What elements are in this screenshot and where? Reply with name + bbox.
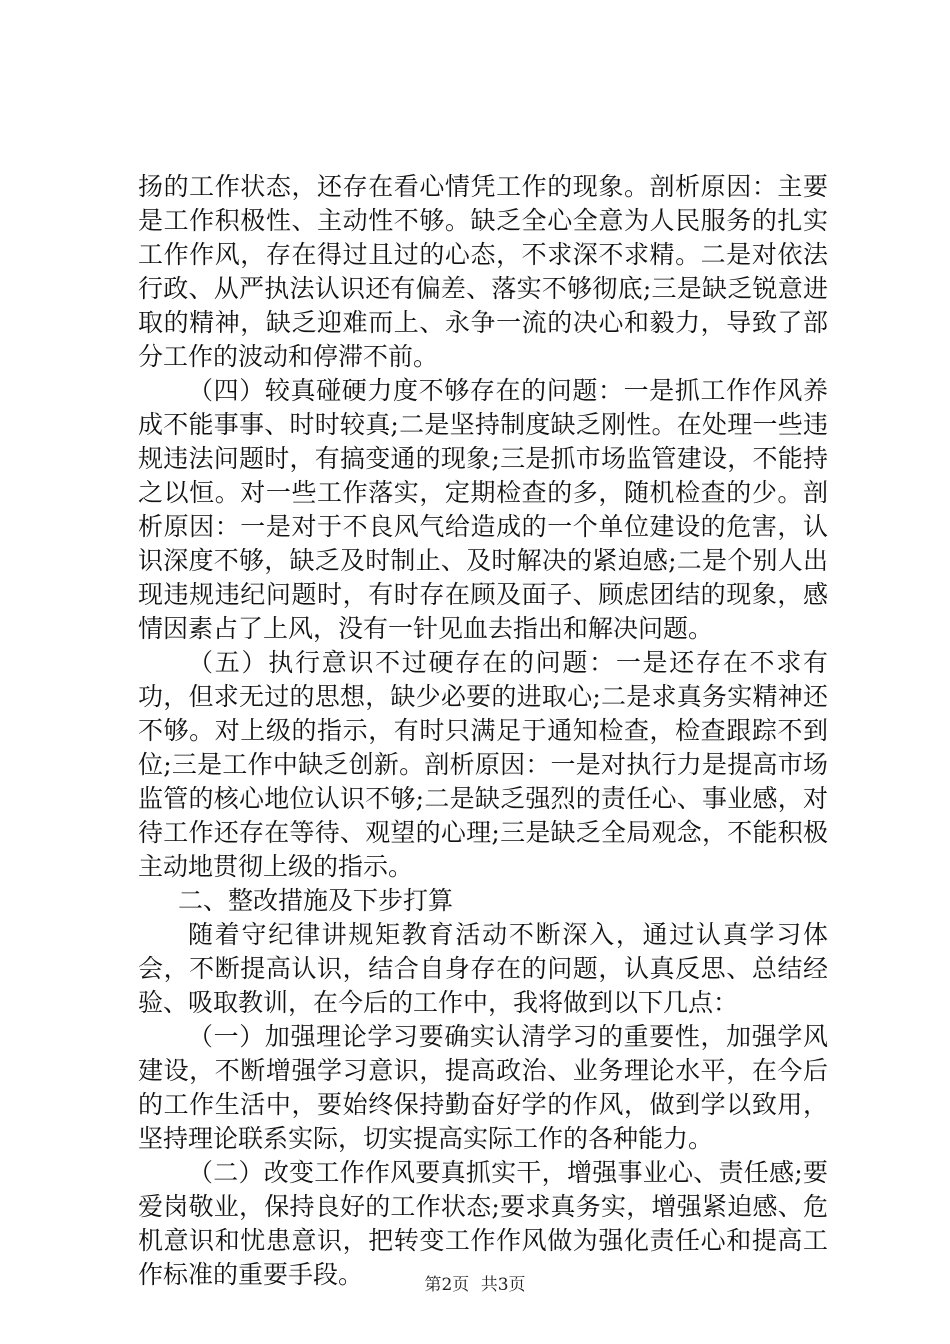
paragraph-measure-one: （一）加强理论学习要确实认清学习的重要性，加强学风建设，不断增强学习意识，提高政治、业务理论水平，在今后的工作生活中，要始终保持勤奋好学的作风，做到学以致用，坚持理论联系实际，切实提高实际工作的各种能力。 — [138, 1022, 828, 1153]
section-heading-rectification: 二、整改措施及下步打算 — [178, 886, 454, 915]
page-number: 第2页 — [424, 1275, 470, 1295]
paragraph-section-four: （四）较真碰硬力度不够存在的问题：一是抓工作作风养成不能事事、时时较真;二是坚持制度缺乏刚性。在处理一些违规违法问题时，有搞变通的现象;三是抓市场监管建设，不能持之以恒。对一些工作落实，定期检查的多，随机检查的少。剖析原因：一是对于不良风气给造成的一个单位建设的危害，认识深度不够，缺乏及时制止、及时解决的紧迫感;二是个别人出现违规违纪问题时，有时存在顾及面子、顾虑团结的现象，感情因素占了上风，没有一针见血去指出和解决问题。 — [138, 376, 828, 643]
paragraph-section-five: （五）执行意识不过硬存在的问题：一是还存在不求有功，但求无过的思想，缺少必要的进取心;二是求真务实精神还不够。对上级的指示，有时只满足于通知检查，检查跟踪不到位;三是工作中缺乏创新。剖析原因：一是对执行力是提高市场监管的核心地位认识不够;二是缺乏强烈的责任心、事业感，对待工作还存在等待、观望的心理;三是缺乏全局观念，不能积极主动地贯彻上级的指示。 — [138, 648, 828, 881]
page-footer — [0, 1270, 950, 1295]
paragraph-measure-two: （二）改变工作作风要真抓实干，增强事业心、责任感;要爱岗敬业，保持良好的工作状态;要求真务实，增强紧迫感、危机意识和忧患意识，把转变工作作风做为强化责任心和提高工作标准的重要手段。 — [138, 1158, 828, 1289]
paragraph-introduction: 随着守纪律讲规矩教育活动不断深入，通过认真学习体会，不断提高认识，结合自身存在的问题，认真反思、总结经验、吸取教训，在今后的工作中，我将做到以下几点： — [138, 920, 828, 1017]
paragraph-analysis-continued: 扬的工作状态，还存在看心情凭工作的现象。剖析原因：主要是工作积极性、主动性不够。缺乏全心全意为人民服务的扎实工作作风，存在得过且过的心态，不求深不求精。二是对依法行政、从严执法认识还有偏差、落实不够彻底;三是缺乏锐意进取的精神，缺乏迎难而上、永争一流的决心和毅力，导致了部分工作的波动和停滞不前。 — [138, 172, 828, 371]
document-body — [138, 170, 828, 1292]
page-total: 共3页 — [480, 1275, 526, 1295]
